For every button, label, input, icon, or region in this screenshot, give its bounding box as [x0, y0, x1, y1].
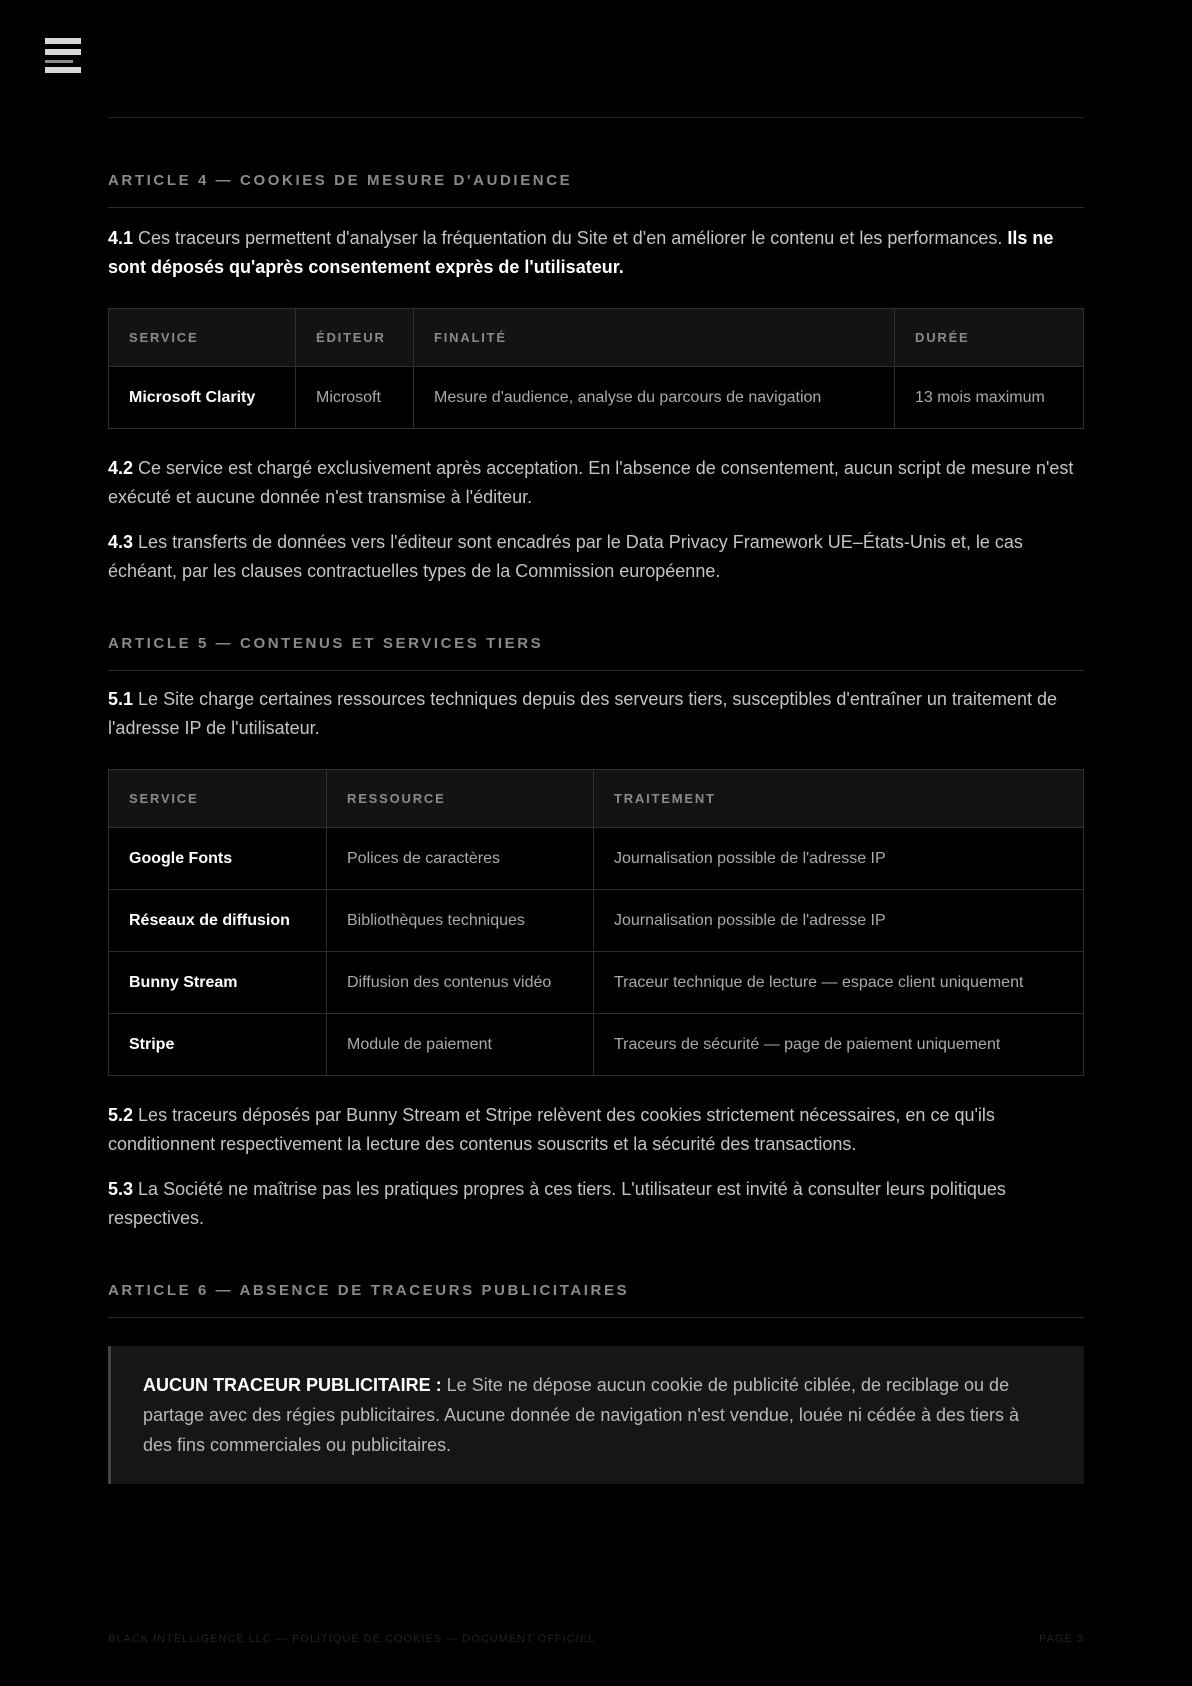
col-header-service: SERVICE	[109, 309, 296, 367]
document-content	[108, 150, 1084, 1484]
paragraph-number: 5.1	[108, 689, 134, 709]
paragraph-4-3	[108, 528, 1084, 586]
cell-traitement: Traceurs de sécurité — page de paiement uniquement	[594, 1014, 1084, 1076]
paragraph-number: 5.2	[108, 1105, 134, 1125]
col-header-ressource: RESSOURCE	[327, 770, 594, 828]
cell-finalite: Mesure d'audience, analyse du parcours de navigation	[414, 367, 895, 429]
paragraph-5-2	[108, 1101, 1084, 1159]
table-header-row	[109, 309, 1084, 367]
col-header-service: SERVICE	[109, 770, 327, 828]
no-ads-callout	[108, 1346, 1084, 1484]
table-row	[109, 367, 1084, 429]
table-row	[109, 952, 1084, 1014]
cell-service: Bunny Stream	[109, 952, 327, 1014]
article-5-heading: ARTICLE 5 — CONTENUS ET SERVICES TIERS	[108, 613, 1084, 671]
col-header-editeur: ÉDITEUR	[296, 309, 414, 367]
paragraph-text: Ce service est chargé exclusivement après acceptation. En l'absence de consentement, aucun script de mesure n'est exécuté et aucune donnée n'est transmise à l'éditeur.	[108, 458, 1074, 507]
col-header-traitement: TRAITEMENT	[594, 770, 1084, 828]
top-divider	[108, 117, 1084, 118]
paragraph-4-2	[108, 454, 1084, 512]
cell-ressource: Module de paiement	[327, 1014, 594, 1076]
cell-service: Google Fonts	[109, 828, 327, 890]
cell-ressource: Polices de caractères	[327, 828, 594, 890]
cell-editeur: Microsoft	[296, 367, 414, 429]
col-header-duree: DURÉE	[895, 309, 1084, 367]
table-header-row	[109, 770, 1084, 828]
cell-service: Stripe	[109, 1014, 327, 1076]
cell-ressource: Bibliothèques techniques	[327, 890, 594, 952]
cell-service: Réseaux de diffusion	[109, 890, 327, 952]
paragraph-number: 4.3	[108, 532, 134, 552]
paragraph-4-1	[108, 224, 1084, 282]
table-row	[109, 828, 1084, 890]
paragraph-text: La Société ne maîtrise pas les pratiques propres à ces tiers. L'utilisateur est invité à consulter leurs politiques respectives.	[108, 1179, 1006, 1228]
article-5	[108, 613, 1084, 1233]
paragraph-text: Les traceurs déposés par Bunny Stream et Stripe relèvent des cookies strictement nécessaires, en ce qu'ils conditionnent respectivement la lecture des contenus souscrits et la sécurité des transactions.	[108, 1105, 995, 1154]
paragraph-number: 5.3	[108, 1179, 134, 1199]
article-4	[108, 150, 1084, 586]
cell-ressource: Diffusion des contenus vidéo	[327, 952, 594, 1014]
paragraph-emphasis: Ils ne sont déposés qu'après consentement exprès de l'utilisateur.	[108, 228, 1054, 277]
paragraph-text: Le Site charge certaines ressources techniques depuis des serveurs tiers, susceptibles d'entraîner un traitement de l'adresse IP de l'utilisateur.	[108, 689, 1057, 738]
article-4-heading: ARTICLE 4 — COOKIES DE MESURE D'AUDIENCE	[108, 150, 1084, 208]
col-header-finalite: FINALITÉ	[414, 309, 895, 367]
paragraph-5-1	[108, 685, 1084, 743]
paragraph-text: Les transferts de données vers l'éditeur sont encadrés par le Data Privacy Framework UE–États-Unis et, le cas échéant, par les clauses contractuelles types de la Commission européenne.	[108, 532, 1023, 581]
third-party-table	[108, 769, 1084, 1076]
callout-title: AUCUN TRACEUR PUBLICITAIRE :	[143, 1375, 442, 1395]
table-row	[109, 1014, 1084, 1076]
footer-page-number: PAGE 3	[1039, 1633, 1084, 1645]
footer-document-title: BLACK INTELLIGENCE LLC — POLITIQUE DE COOKIES — DOCUMENT OFFICIEL	[108, 1633, 596, 1645]
cell-duree: 13 mois maximum	[895, 367, 1084, 429]
table-row	[109, 890, 1084, 952]
cell-traitement: Traceur technique de lecture — espace client uniquement	[594, 952, 1084, 1014]
cell-traitement: Journalisation possible de l'adresse IP	[594, 828, 1084, 890]
logo-icon[interactable]	[45, 38, 81, 76]
article-6-heading: ARTICLE 6 — ABSENCE DE TRACEURS PUBLICITAIRES	[108, 1260, 1084, 1318]
audience-table	[108, 308, 1084, 429]
paragraph-number: 4.2	[108, 458, 134, 478]
article-6	[108, 1260, 1084, 1484]
cell-service: Microsoft Clarity	[109, 367, 296, 429]
cell-traitement: Journalisation possible de l'adresse IP	[594, 890, 1084, 952]
paragraph-5-3	[108, 1175, 1084, 1233]
callout-text: Le Site ne dépose aucun cookie de publicité ciblée, de reciblage ou de partage avec des régies publicitaires. Aucune donnée de navigation n'est vendue, louée ni cédée à des tiers à des fins commerciales ou publicitaires.	[143, 1375, 1020, 1455]
paragraph-text: Ces traceurs permettent d'analyser la fréquentation du Site et d'en améliorer le contenu et les performances.	[138, 228, 1003, 248]
paragraph-number: 4.1	[108, 228, 134, 248]
